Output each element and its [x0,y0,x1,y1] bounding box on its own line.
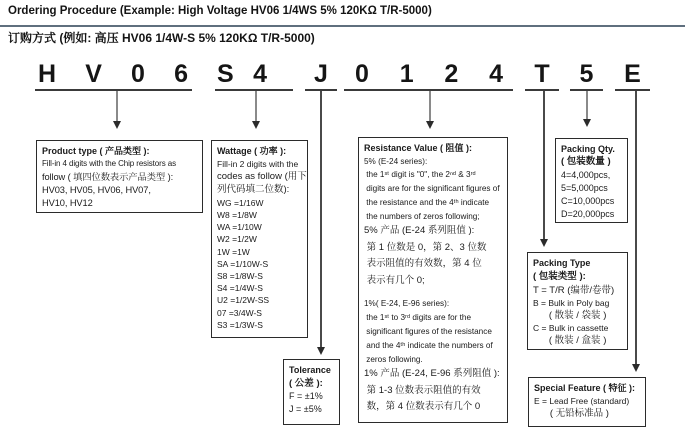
box-text-line: 5=5,000pcs [561,183,608,193]
box-text-line: the resistance and the 4ᵗʰ indicate [364,197,490,207]
box-text-line: S4 =1/4W-S [217,283,263,294]
arrow-head-resistance-icon [426,121,434,129]
box-packing-type-title: Packing Type [533,258,591,268]
arrow-head-product-icon [113,121,121,129]
box-wattage-body [217,158,307,331]
underline-wattage [215,89,293,91]
code-segment-wattage: S 4 [217,60,267,88]
box-text-line: 表示阻值的有效数，第 4 位 [364,258,482,270]
box-text-line [364,289,502,297]
box-packing-qty-title: Packing Qty. [561,144,615,154]
box-packing-type-title-cn: ( 包装类型 ): [533,270,586,282]
box-resistance-body [364,155,502,416]
box-text-line: Fill-in 2 digits with the [217,158,299,169]
box-text-line: Fill-in 4 digits with the Chip resistors as [42,158,176,168]
box-product-type-body [42,158,197,210]
box-text-line: ( 无铅标准品 ) [534,408,609,419]
box-text-line: 1W =1W [217,246,250,257]
box-wattage [211,140,308,338]
box-text-line: 1%( E-24, E-96 series): [364,299,450,309]
box-text-line: HV10, HV12 [42,197,93,208]
box-text-line: ( 散装 / 袋装 ) [533,309,607,321]
box-resistance-value [358,137,508,423]
box-text-line: WA =1/10W [217,222,262,233]
box-text-line: 1% 产品 (E-24, E-96 系列阻值 ): [364,368,500,380]
box-text-line: 07 =3/4W-S [217,307,262,318]
box-text-line: zeros following. [364,354,423,364]
box-packing-type-body [533,284,622,347]
box-text-line: W2 =1/2W [217,234,257,245]
box-text-line: J = ±5% [289,404,322,414]
box-product-type-title: Product type ( 产品类型 ): [42,146,150,156]
title-divider-line [0,25,685,27]
box-text-line: the 1ˢᵗ to 3ʳᵈ digits are for the [364,313,472,323]
box-text-line: follow ( 填四位数表示产品类型 ): [42,172,174,182]
box-text-line: C=10,000pcs [561,196,615,206]
box-tolerance-title: Tolerance [289,365,331,375]
box-text-line: E = Lead Free (standard) [534,395,630,406]
box-text-line: 5% 产品 (E-24 系列阻值 ): [364,225,475,237]
arrow-line-packing-type [543,91,545,239]
box-text-line: 列代码填二位数): [217,184,290,196]
arrow-head-packing-qty-icon [583,119,591,127]
box-packing-qty-title-cn: ( 包装数量 ) [561,156,611,167]
box-product-type [36,140,203,213]
box-text-line: digits are for the significant figures of [364,184,500,194]
arrow-line-special-feature [635,91,637,364]
arrow-head-wattage-icon [252,121,260,129]
box-text-line: D=20,000pcs [561,209,615,219]
box-text-line: U2 =1/2W-SS [217,295,270,306]
box-special-feature [528,377,646,427]
box-tolerance [283,359,340,425]
box-tolerance-body [289,390,334,416]
box-text-line: 数，第 4 位数表示有几个 0 [364,401,481,413]
box-text-line: 5% (E-24 series): [364,156,428,166]
box-special-feature-title: Special Feature ( 特征 ): [534,383,636,393]
box-tolerance-title-cn: ( 公差 ): [289,377,323,389]
arrow-line-tolerance [320,91,322,347]
page-title: Ordering Procedure (Example: High Voltage HV06 1/4WS 5% 120KΩ T/R-5000) [8,5,432,17]
box-text-line: ( 散装 / 盒装 ) [533,334,607,346]
box-text-line: F = ±1% [289,391,323,401]
underline-special-feature [615,89,650,91]
box-text-line: 第 1 位数是 0，第 2、3 位数 [364,241,487,253]
arrow-head-packing-type-icon [540,239,548,247]
arrow-head-special-feature-icon [632,364,640,372]
code-segment-special-feature: E [624,60,641,88]
box-text-line: C = Bulk in cassette [533,322,609,333]
box-text-line: the 1ˢᵗ digit is "0", the 2ⁿᵈ & 3ʳᵈ [364,170,476,180]
underline-packing-type [525,89,559,91]
box-text-line: the numbers of zeros following; [364,211,480,221]
box-packing-qty [555,138,628,223]
box-text-line: 表示有几个 0; [364,274,425,286]
code-segment-resistance: 0 1 2 4 [355,60,503,88]
box-text-line: T = T/R (编带/卷带) [533,284,615,296]
page-title-chinese: 订购方式 (例如: 高压 HV06 1/4W-S 5% 120KΩ T/R-5000) [8,31,315,45]
code-segment-product: H V 0 6 [38,60,188,88]
box-resistance-title: Resistance Value ( 阻值 ): [364,143,473,153]
box-text-line: codes as follow (用下 [217,170,307,182]
box-text-line: S3 =1/3W-S [217,319,263,330]
code-segment-packing-type: T [534,60,550,88]
box-special-feature-body [534,395,640,421]
arrow-line-product [116,91,118,121]
arrow-line-wattage [255,91,257,121]
box-text-line: B = Bulk in Poly bag [533,297,610,308]
code-segment-tolerance: J [314,60,328,88]
box-text-line: and the 4ᵗʰ indicate the numbers of [364,340,493,350]
box-text-line: 第 1-3 位数表示阻值的有效 [364,384,481,396]
box-packing-qty-body [561,169,622,221]
box-wattage-title: Wattage ( 功率 ): [217,146,287,156]
box-text-line: SA =1/10W-S [217,258,269,269]
box-text-line: significant figures of the resistance [364,327,492,337]
arrow-line-resistance [429,91,431,121]
arrow-head-tolerance-icon [317,347,325,355]
box-text-line: HV03, HV05, HV06, HV07, [42,185,151,195]
box-text-line: 4=4,000pcs, [561,170,611,180]
arrow-line-packing-qty [586,91,588,119]
code-segment-packing-qty: 5 [579,60,594,88]
box-text-line: WG =1/16W [217,197,264,208]
underline-product [35,89,192,91]
box-packing-type [527,252,628,350]
box-text-line: S8 =1/8W-S [217,270,263,281]
box-text-line: W8 =1/8W [217,209,257,220]
